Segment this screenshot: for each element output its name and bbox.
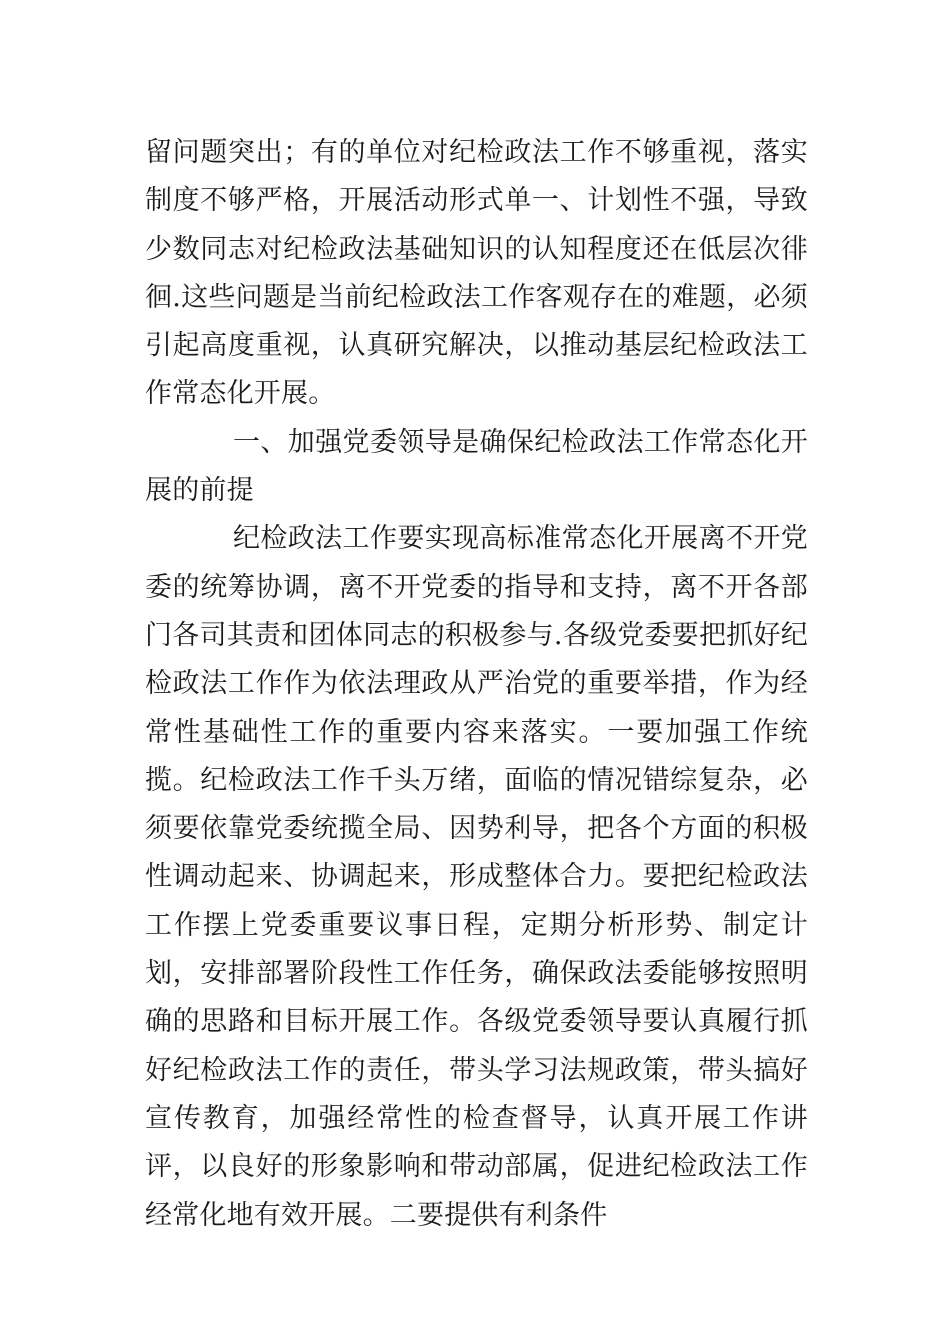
document-text: [145, 129, 808, 1240]
paragraph-continuation: 留问题突出；有的单位对纪检政法工作不够重视，落实制度不够严格，开展活动形式单一、计划性不强，导致少数同志对纪检政法基础知识的认知程度还在低层次徘徊.这些问题是当前纪检政法工作客观存在的难题，必须引起高度重视，认真研究解决，以推动基层纪检政法工作常态化开展。: [145, 137, 808, 410]
paragraph-body: 纪检政法工作要实现高标准常态化开展离不开党委的统筹协调，离不开党委的指导和支持，离不开各部门各司其责和团体同志的积极参与.各级党委要把抓好纪检政法工作作为依法理政从严治党的重要举措，作为经常性基础性工作的重要内容来落实。一要加强工作统揽。纪检政法工作千头万绪，面临的情况错综复杂，必须要依靠党委统揽全局、因势利导，把各个方面的积极性调动起来、协调起来，形成整体合力。要把纪检政法工作摆上党委重要议事日程，定期分析形势、制定计划，安排部署阶段性工作任务，确保政法委能够按照明确的思路和目标开展工作。各级党委领导要认真履行抓好纪检政法工作的责任，带头学习法规政策，带头搞好宣传教育，加强经常性的检查督导，认真开展工作讲评，以良好的形象影响和带动部属，促进纪检政法工作经常化地有效开展。二要提供有利条件: [145, 523, 808, 1231]
section-heading: 一、加强党委领导是确保纪检政法工作常态化开展的前提: [145, 426, 808, 507]
